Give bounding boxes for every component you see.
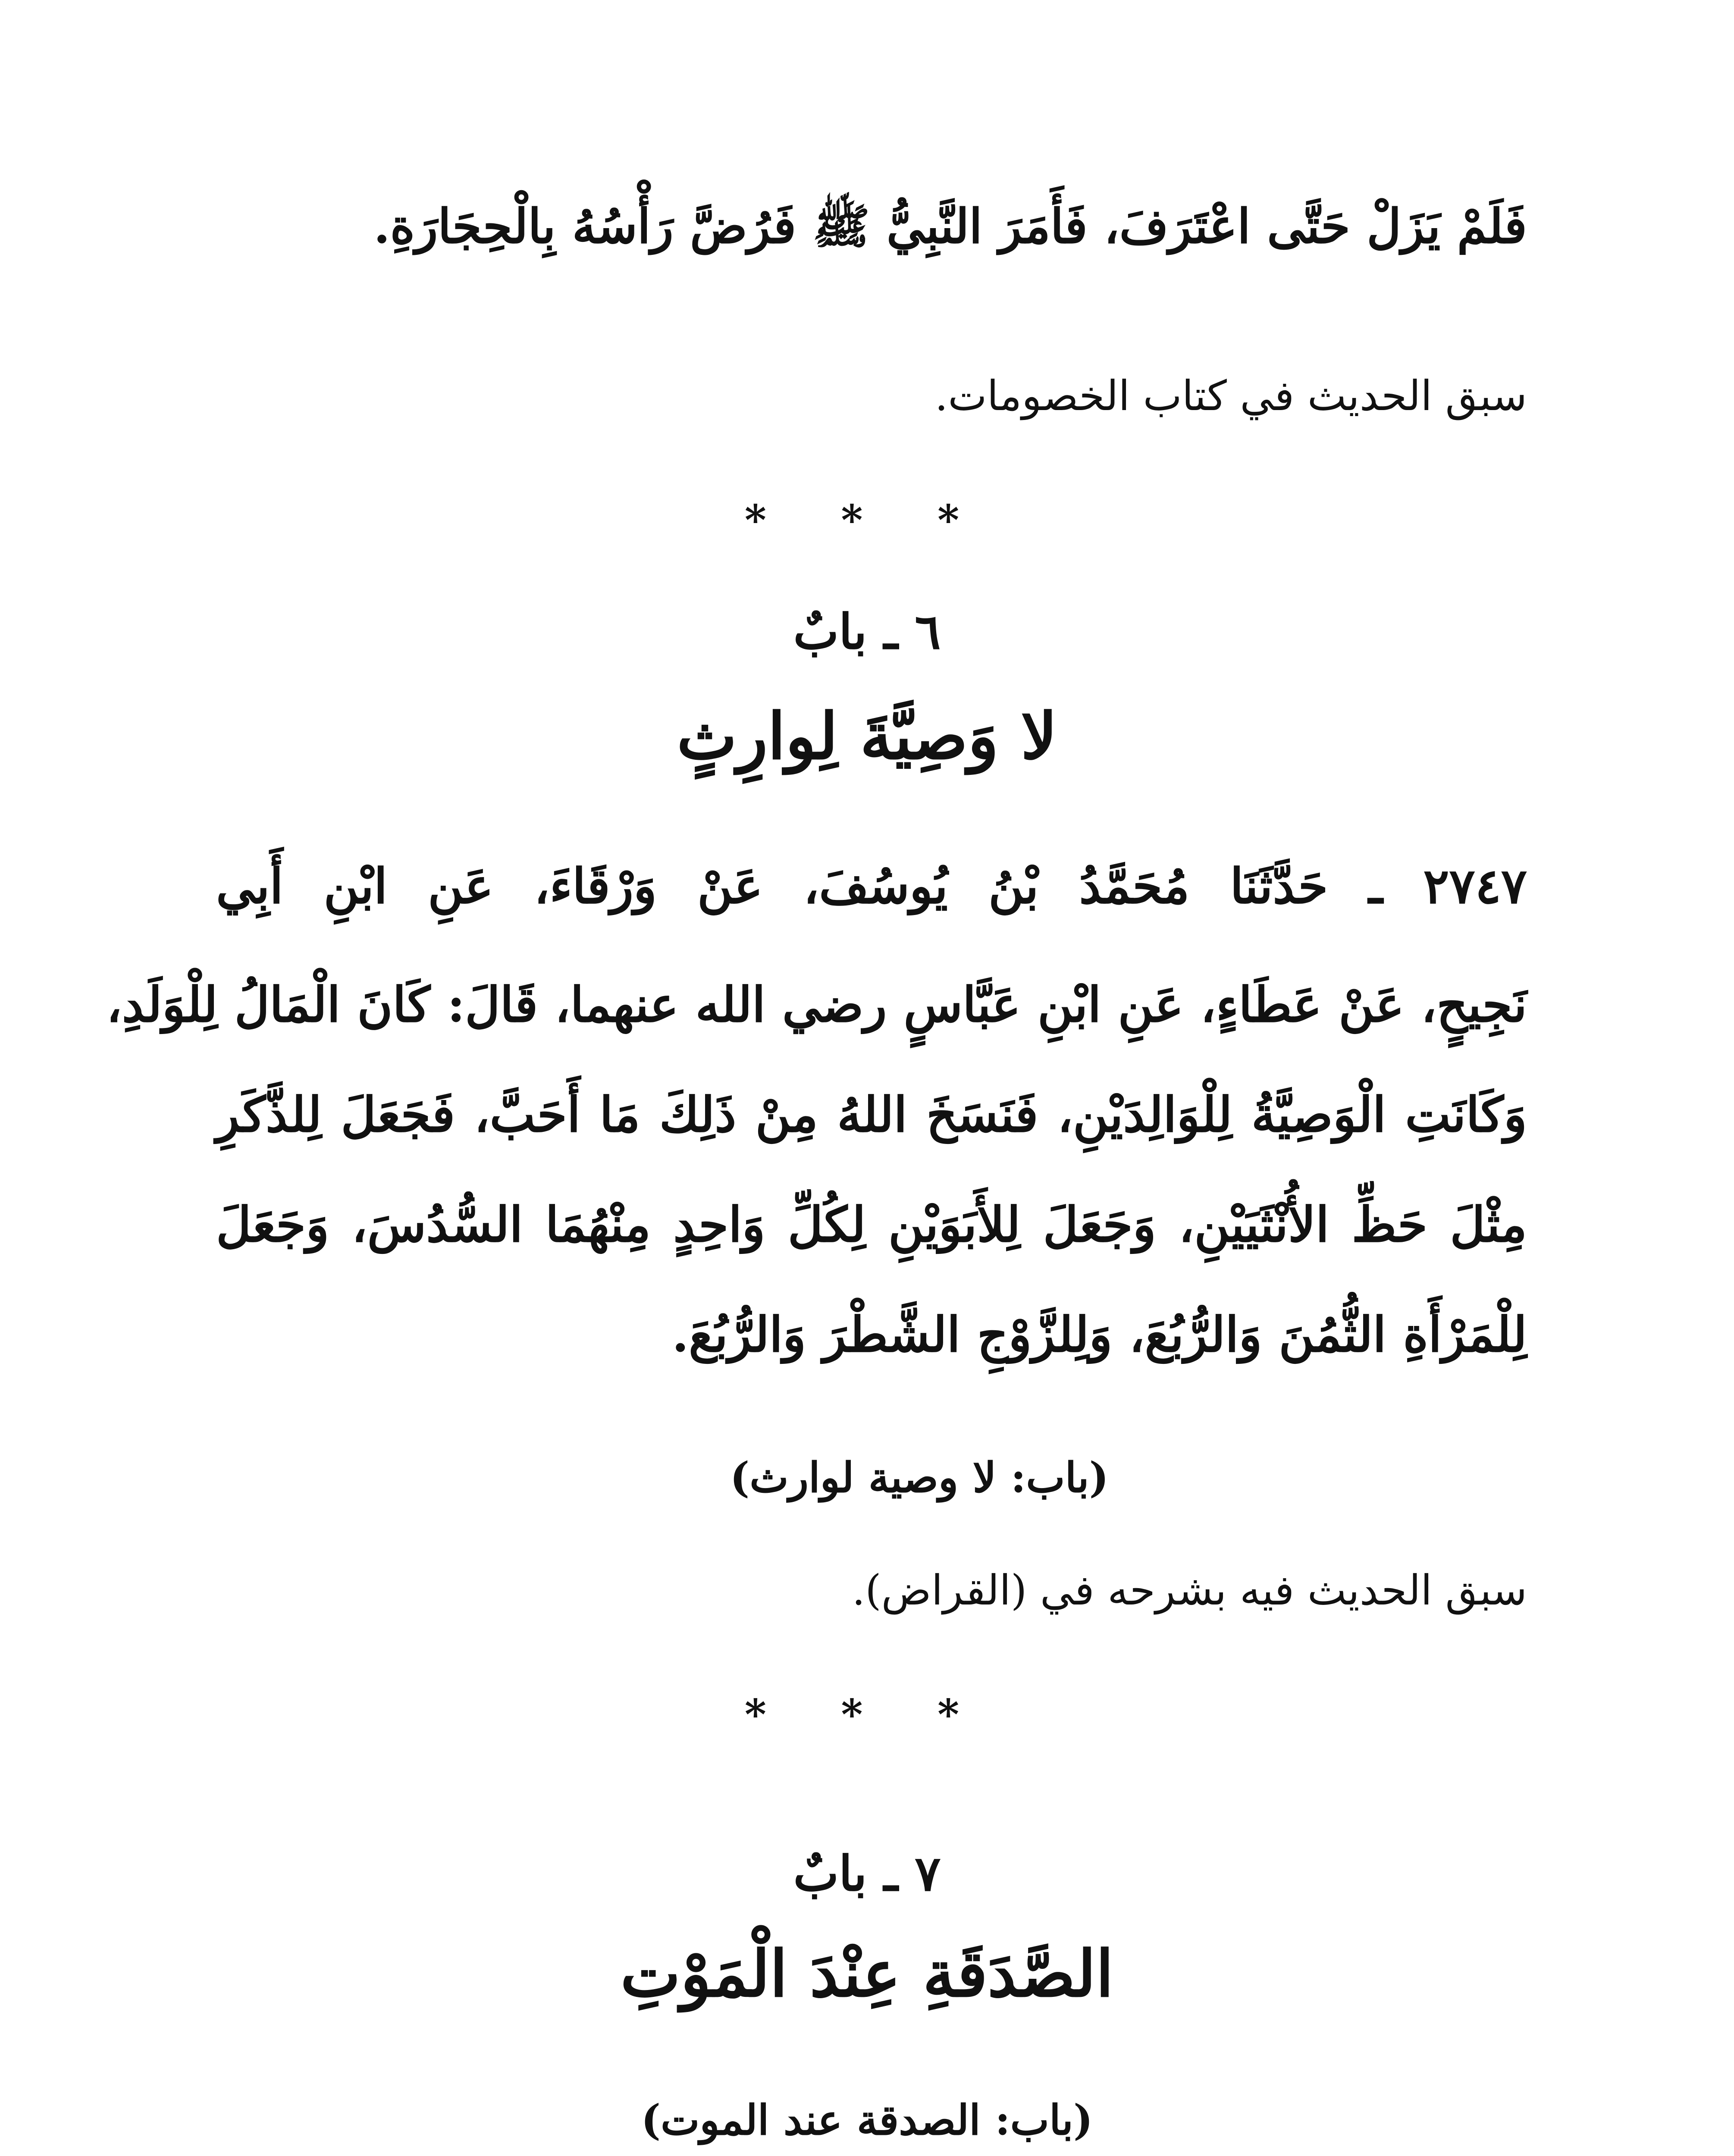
chapter-title: لا وَصِيَّةَ لِوارِثٍ [677, 699, 1057, 774]
hadith-line: ٢٧٤٧ ـ حَدَّثَنَا مُحَمَّدُ بْنُ يُوسُفَ، عَنْ وَرْقَاءَ، عَنِ ابْنِ أَبِي [216, 858, 1527, 915]
bab-label: (باب: لا وصية لوارث) [730, 1453, 1109, 1502]
hadith-line: نَجِيحٍ، عَنْ عَطَاءٍ، عَنِ ابْنِ عَبَّاسٍ رضي الله عنهما، قَالَ: كَانَ الْمَالُ لِلْوَلَدِ، [106, 977, 1527, 1033]
bab-label: (باب: الصدقة عند الموت) [641, 2096, 1093, 2144]
chapter-number: ٦ ـ بابٌ [793, 604, 941, 660]
hadith-continuation-line: فَلَمْ يَزَلْ حَتَّى اعْتَرَفَ، فَأَمَرَ النَّبِيُّ ﷺ فَرُضَّ رَأْسُهُ بِالْحِجَارَةِ. [373, 198, 1527, 254]
reference-note: سبق الحديث في كتاب الخصومات. [934, 372, 1527, 420]
reference-note: سبق الحديث فيه بشرحه في (القراض). [852, 1566, 1527, 1614]
hadith-line: وَكَانَتِ الْوَصِيَّةُ لِلْوَالِدَيْنِ، فَنَسَخَ اللهُ مِنْ ذَلِكَ مَا أَحَبَّ، فَجَعَلَ لِلذَّكَرِ [216, 1087, 1527, 1143]
section-separator: * * * [744, 496, 990, 545]
chapter-number: ٧ ـ بابٌ [793, 1846, 941, 1902]
hadith-line-last: لِلْمَرْأَةِ الثُّمُنَ وَالرُّبُعَ، وَلِلزَّوْجِ الشَّطْرَ وَالرُّبُعَ. [672, 1307, 1527, 1363]
hadith-line: مِثْلَ حَظِّ الأُنْثَيَيْنِ، وَجَعَلَ لِلأَبَوَيْنِ لِكُلِّ وَاحِدٍ مِنْهُمَا السُّدُسَ، وَجَعَلَ [216, 1197, 1527, 1253]
chapter-title: الصَّدَقَةِ عِنْدَ الْمَوْتِ [620, 1936, 1114, 2011]
section-separator: * * * [744, 1690, 990, 1739]
